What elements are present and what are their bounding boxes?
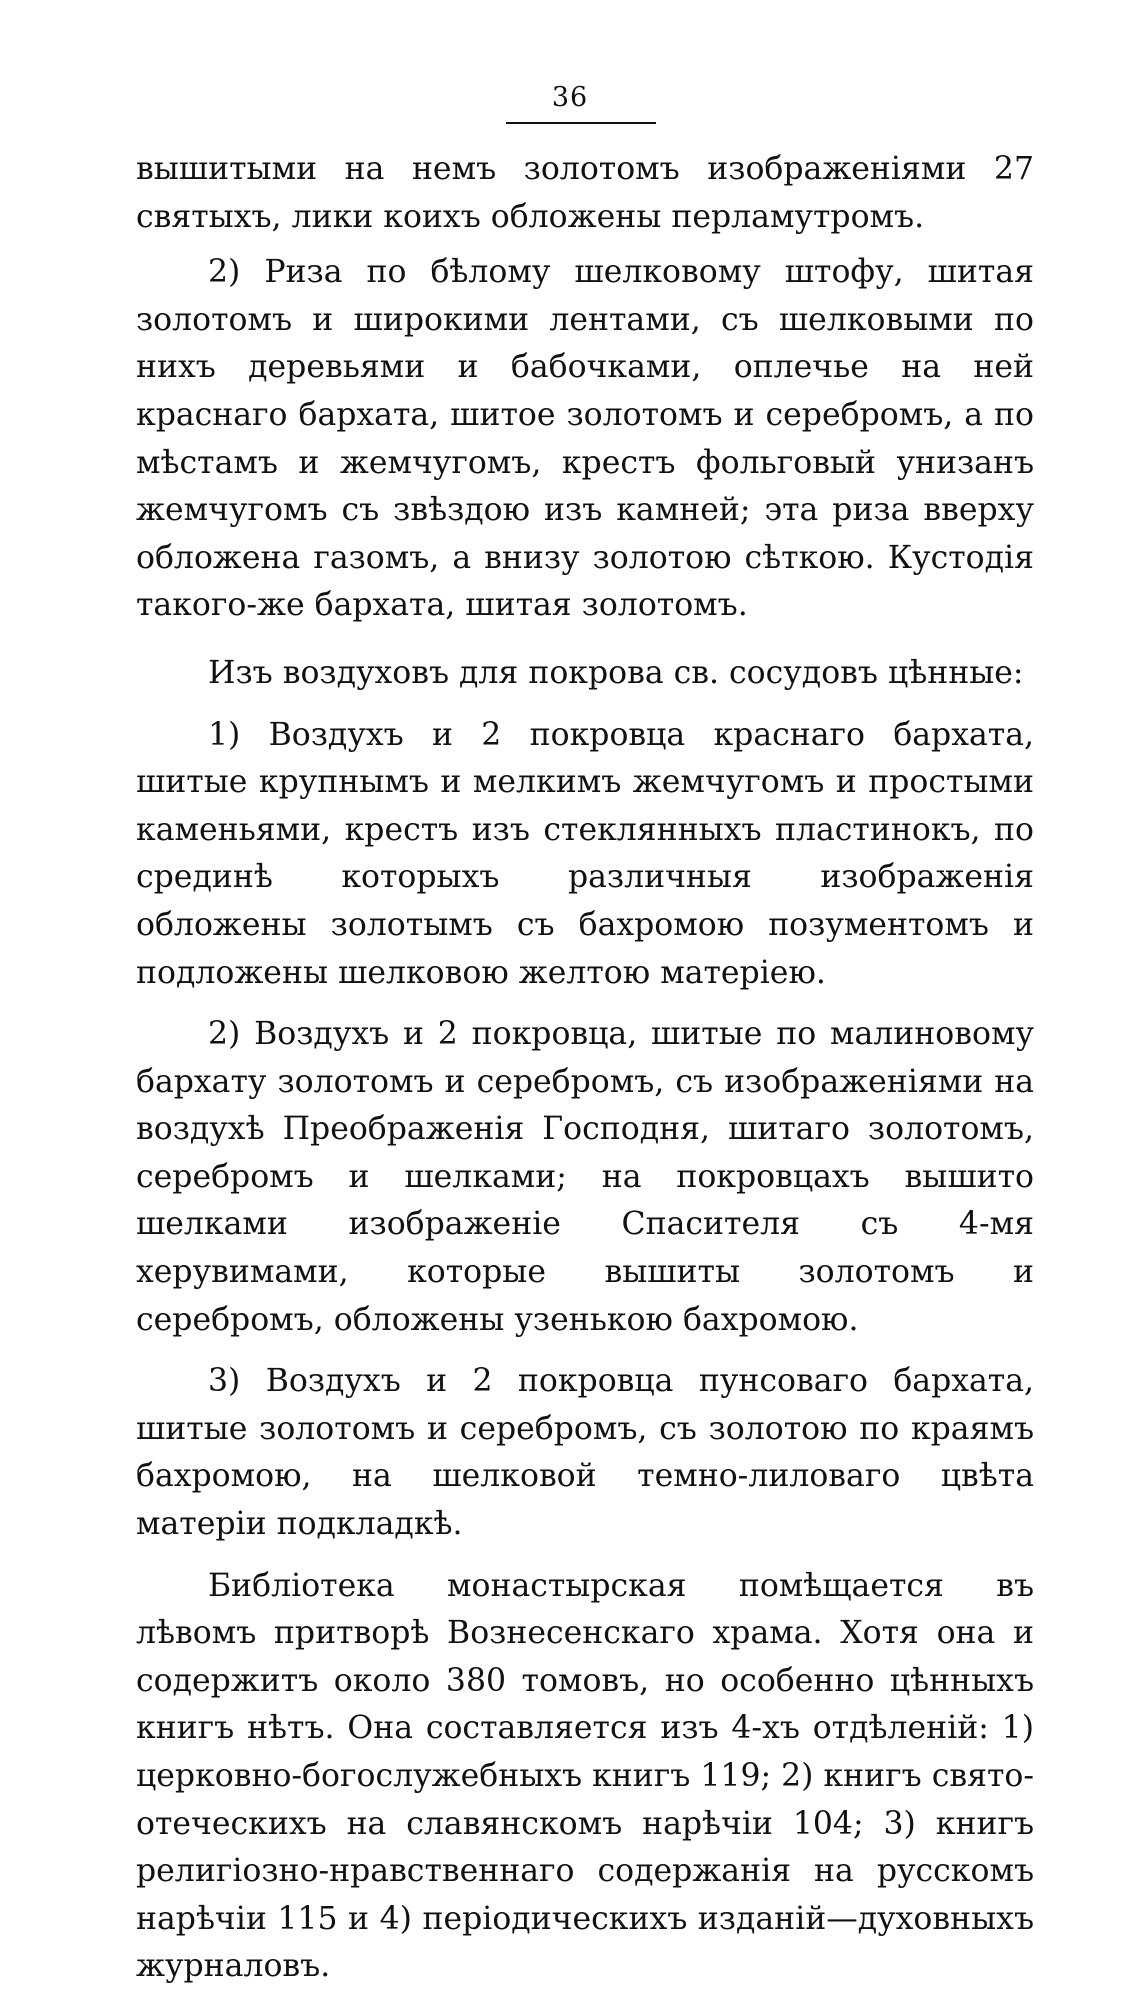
header-rule [506, 122, 656, 124]
page-number: 36 [551, 82, 589, 113]
paragraph-vozdukh-3: 3) Воздухъ и 2 покровца пунсоваго бархата, шитые золотомъ и серебромъ, съ золотою по краямъ бахромою, на шелковой темно-лиловаго цвѣта матерiи подкладкѣ. [136, 1363, 1034, 1543]
paragraph-continuation: вышитыми на немъ золотомъ изображенiями 27 святыхъ, лики коихъ обложены перламутромъ. [136, 151, 1034, 235]
paragraph-vozdukh-1: 1) Воздухъ и 2 покровца краснаго бархата, шитые крупнымъ и мелкимъ жемчугомъ и простыми каменьями, крестъ изъ стеклянныхъ пластинокъ, по срединѣ которыхъ различныя изображенiя обложены золотымъ съ бахромою позументомъ и подложены шелковою желтою матерiею. [136, 716, 1034, 991]
paragraph-library: Библiотека монастырская помѣщается въ лѣвомъ притворѣ Вознесенскаго храма. Хотя она и содержитъ около 380 томовъ, но особенно цѣнныхъ книгъ нѣтъ. Она составляется изъ 4-хъ отдѣленiй: 1) церковно-богослужебныхъ книгъ 119; 2) книгъ свято-отеческихъ на славянскомъ нарѣчiи 104; 3) книгъ религiозно-нравственнаго содержанiя на русскомъ нарѣчiи 115 и 4) перiодическихъ изданiй—духовныхъ журналовъ. [136, 1567, 1034, 1985]
paragraph-riza: 2) Риза по бѣлому шелковому штофу, шитая золотомъ и широкими лентами, съ шелковыми по нихъ деревьями и бабочками, оплечье на ней краснаго бархата, шитое золотомъ и серебромъ, а по мѣстамъ и жемчугомъ, крестъ фольговый унизанъ жемчугомъ съ звѣздою изъ камней; эта риза вверху обложена газомъ, а внизу золотою сѣткою. Кустодiя такого-же бархата, шитая золотомъ. [136, 254, 1034, 624]
paragraph-vozdukh-2: 2) Воздухъ и 2 покровца, шитые по малиновому бархату золотомъ и серебромъ, съ изображенiями на воздухѣ Преображенiя Господня, шитаго золотомъ, серебромъ и шелками; на покровцахъ вышито шелками изображенiе Спасителя съ 4-мя херувимами, которые вышиты золотомъ и серебромъ, обложены узенькою бахромою. [136, 1016, 1034, 1338]
body-text [136, 146, 1034, 2011]
paragraph-vozdukhi-intro: Изъ воздуховъ для покрова св. сосудовъ цѣнные: [208, 654, 1024, 691]
